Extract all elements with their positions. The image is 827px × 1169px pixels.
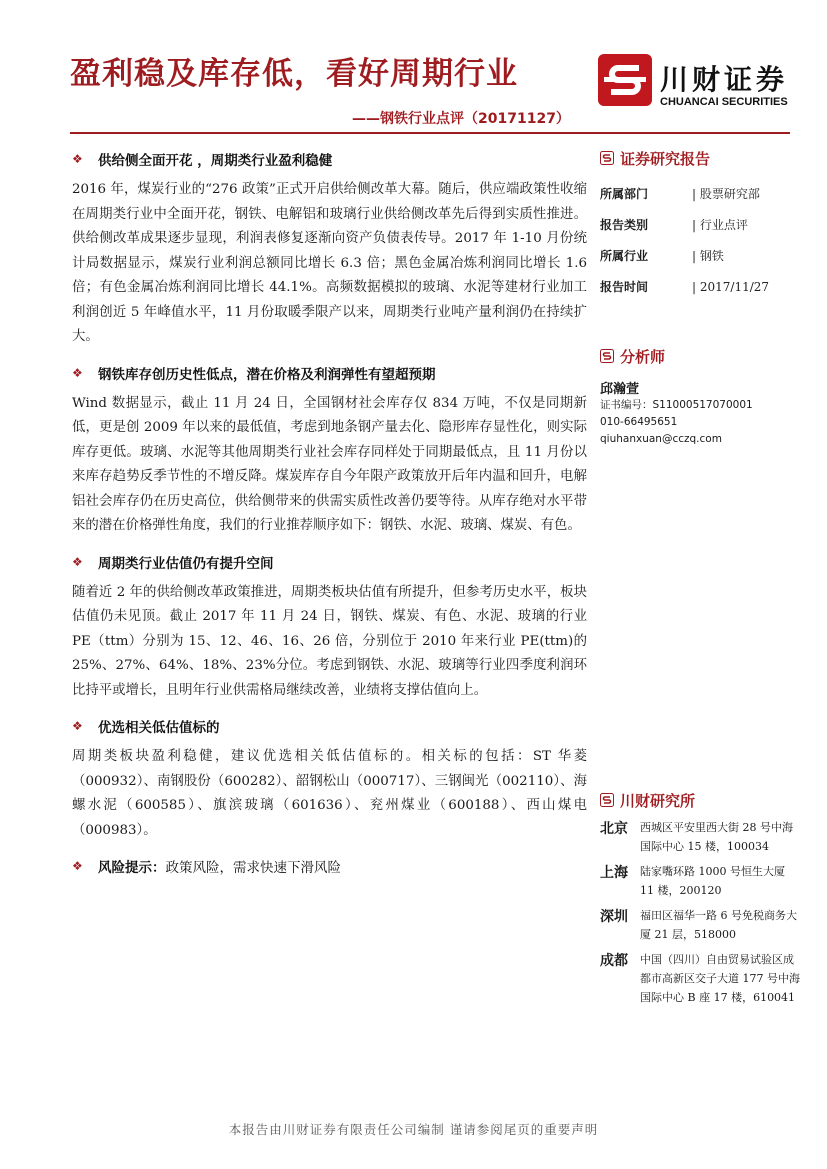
page-footer: 本报告由川财证券有限责任公司编制 谨请参阅尾页的重要声明 <box>228 1122 599 1137</box>
analyst-license: 证书编号：S11000517070001 <box>600 399 753 411</box>
info-row-category: 报告类别 | 行业点评 <box>600 218 748 232</box>
section-heading <box>72 148 587 170</box>
office-chengdu: 成都 中国（四川）自由贸易试验区成都市高新区交子大道 177 号中海国际中心 B 座 17 楼，610041 <box>600 953 800 1004</box>
section-heading <box>72 551 587 573</box>
info-row-industry: 所属行业 | 钢铁 <box>600 249 724 263</box>
report-info-heading: 证券研究报告 <box>600 148 800 168</box>
chuancai-logo-icon <box>598 54 652 106</box>
analyst-panel <box>600 346 800 448</box>
risk-label: 风险提示： <box>98 860 166 876</box>
analyst-heading: 分析师 <box>600 346 800 366</box>
chuancai-small-logo-icon <box>600 151 614 165</box>
main-content <box>72 148 587 877</box>
diamond-bullet-icon: ❖ <box>72 152 83 166</box>
office-shenzhen: 深圳 福田区福华一路 6 号免税商务大厦 21 层，518000 <box>600 909 797 941</box>
header-divider <box>70 132 790 134</box>
report-title: 盈利稳及库存低，看好周期行业 <box>70 56 518 92</box>
analyst-name: 邱瀚萱 <box>600 382 640 397</box>
section-heading-text: 钢铁库存创历史性低点，潜在价格及利润弹性有望超预期 <box>98 366 436 383</box>
logo-name-cn: 川财证券 <box>660 63 789 96</box>
institute-panel <box>600 790 800 1007</box>
institute-heading: 川财研究所 <box>600 790 800 810</box>
chuancai-small-logo-icon <box>600 793 614 807</box>
logo-name-en: CHUANCAI SECURITIES <box>660 96 788 108</box>
section-heading-text: 优选相关低估值标的 <box>98 720 220 736</box>
section-heading <box>72 362 587 384</box>
analyst-phone: 010-66495651 <box>600 416 678 428</box>
chuancai-small-logo-icon <box>600 349 614 363</box>
diamond-bullet-icon: ❖ <box>72 859 83 873</box>
info-row-date: 报告时间 | 2017/11/27 <box>600 279 770 294</box>
diamond-bullet-icon: ❖ <box>72 554 83 569</box>
section-body: 2016 年，煤炭行业的“276 政策”正式开启供给侧改革大幕。随后，供应端政策性收缩在周期类行业中全面开花，钢铁、电解铝和玻璃行业供给侧改革先后得到实质性推进。供给侧改革成果逐步显现，利润表修复逐渐向资产负债表传导。2017 年 1-10 月份统计局数据显示，煤炭行业利润总额同比增长 6.3 倍；黑色金属冶炼利润同比增长 1.6 倍；有色金属冶炼利润同比增长 44.1%。高频数据模拟的玻璃、水泥等建材行业加工利润创近 5 年峰值水平，11 月份取暖季限产以来，周期类行业吨产量利润仍在持续扩大。 <box>72 182 587 344</box>
section-body: 周期类板块盈利稳健，建议优选相关低估值标的。相关标的包括：ST 华菱（000932）、南钢股份（600282）、韶钢松山（000717）、三钢闽光（002110）、海螺水泥（600585）、旗滨玻璃（601636）、兖州煤业（600188）、西山煤电（000983）。 <box>72 749 587 838</box>
risk-warning <box>72 855 587 877</box>
analyst-email[interactable]: qiuhanxuan@cczq.com <box>600 433 722 445</box>
section-heading <box>72 715 587 737</box>
section-body: 随着近 2 年的供给侧改革政策推进，周期类板块估值有所提升，但参考历史水平，板块估值仍未见顶。截止 2017 年 11 月 24 日，钢铁、煤炭、有色、水泥、玻璃的行业 PE（ttm）分别为 15、12、46、16、26 倍，分别位于 2010 年来行业 PE(ttm)的 25%、27%、64%、18%、23%分位。考虑到钢铁、水泥、玻璃等行业四季度利润环比持平或增长，且明年行业供需格局继续改善，业绩将支撑估值向上。 <box>72 584 587 698</box>
report-subtitle: ——钢铁行业点评（20171127） <box>352 111 570 127</box>
info-row-department: 所属部门 | 股票研究部 <box>600 187 760 201</box>
section-body: Wind 数据显示，截止 11 月 24 日，全国钢材社会库存仅 834 万吨，不仅是同期新低，更是创 2009 年以来的最低值，考虑到地条钢产量去化、隐形库存显性化，则实际库存更低。玻璃、水泥等其他周期类行业社会库存同样处于同期最低点，且 11 月份以来库存趋势反季节性的不增反降。煤炭库存自今年限产政策放开后年内温和回升，电解铝社会库存仍在历史高位，供给侧带来的供需实质性改善仍要等待。从库存绝对水平带来的潜在价格弹性角度，我们的行业推荐顺序如下：钢铁、水泥、玻璃、煤炭、有色。 <box>72 395 587 533</box>
section-heading-text: 供给侧全面开花 ，周期类行业盈利稳健 <box>98 153 333 169</box>
risk-text: 政策风险，需求快速下滑风险 <box>165 860 341 876</box>
section-heading-text: 周期类行业估值仍有提升空间 <box>98 555 274 572</box>
office-beijing: 北京 西城区平安里西大街 28 号中海国际中心 15 楼，100034 <box>600 821 793 853</box>
report-info-panel <box>600 148 800 302</box>
office-shanghai: 上海 陆家嘴环路 1000 号恒生大厦 11 楼，200120 <box>600 865 785 897</box>
diamond-bullet-icon: ❖ <box>72 719 83 733</box>
diamond-bullet-icon: ❖ <box>72 365 83 380</box>
